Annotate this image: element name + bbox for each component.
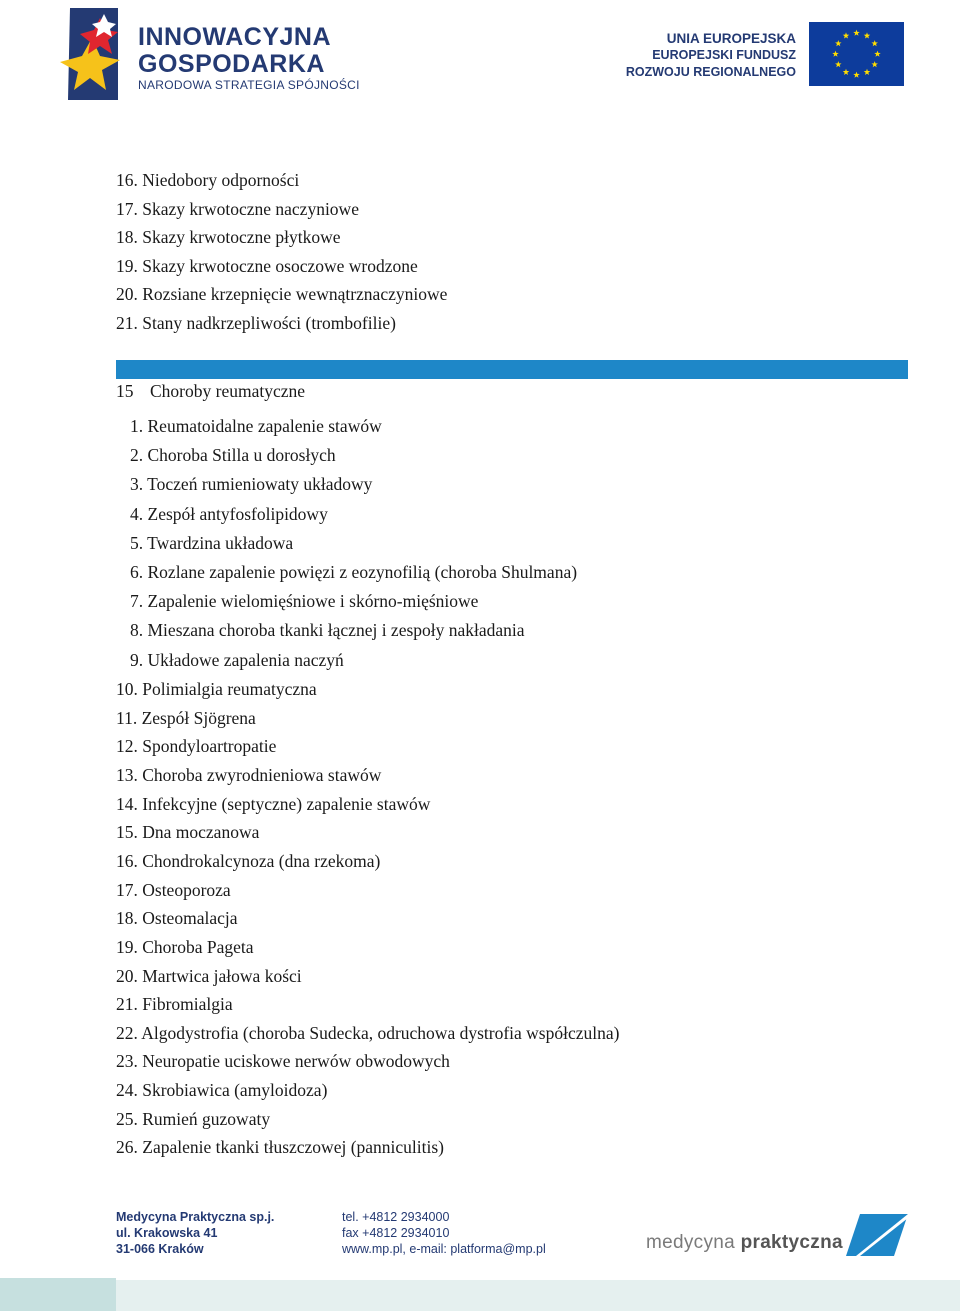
footer-deco-left bbox=[0, 1278, 116, 1311]
list-c-item: 16. Chondrokalcynoza (dna rzekoma) bbox=[116, 850, 381, 871]
list-b-item: 6. Rozlane zapalenie powięzi z eozynofilią (choroba Shulmana) bbox=[130, 562, 578, 582]
list-c-item: 17. Osteoporoza bbox=[116, 879, 231, 900]
brand-light: medycyna bbox=[646, 1232, 735, 1253]
list-b-item: 3. Toczeń rumieniowaty układowy bbox=[130, 474, 373, 495]
eu-line3: ROZWOJU REGIONALNEGO bbox=[625, 65, 796, 79]
ig-subtitle: NARODOWA STRATEGIA SPÓJNOŚCI bbox=[138, 78, 360, 92]
footer-tel: tel. +4812 2934000 bbox=[342, 1210, 450, 1224]
list-b-item: 2. Choroba Stilla u dorosłych bbox=[130, 445, 336, 466]
list-b-item: 4. Zespół antyfosfolipidowy bbox=[130, 503, 328, 524]
list-c-item: 15. Dna moczanowa bbox=[116, 822, 260, 843]
brand-bold: praktyczna bbox=[740, 1232, 843, 1253]
list-c-item: 19. Choroba Pageta bbox=[116, 936, 254, 957]
list-c-item: 26. Zapalenie tkanki tłuszczowej (panniculitis) bbox=[116, 1137, 445, 1158]
eu-line2: EUROPEJSKI FUNDUSZ bbox=[652, 48, 796, 62]
list-a-item: 20. Rozsiane krzepnięcie wewnątrznaczyniowe bbox=[116, 284, 448, 305]
list-a-item: 18. Skazy krwotoczne płytkowe bbox=[116, 227, 341, 248]
footer-company: Medycyna Praktyczna sp.j. bbox=[116, 1210, 275, 1224]
footer-deco-bottom bbox=[116, 1280, 960, 1311]
list-c-item: 18. Osteomalacja bbox=[116, 908, 238, 929]
list-a-item: 17. Skazy krwotoczne naczyniowe bbox=[116, 198, 359, 219]
list-c-item: 23. Neuropatie uciskowe nerwów obwodowych bbox=[116, 1051, 450, 1072]
section-number: 15 bbox=[116, 381, 134, 401]
list-a-item: 16. Niedobory odporności bbox=[116, 170, 300, 190]
footer-contact bbox=[342, 1209, 546, 1257]
footer-street: ul. Krakowska 41 bbox=[116, 1226, 218, 1240]
list-c-item: 25. Rumień guzowaty bbox=[116, 1108, 271, 1129]
list-a-item: 19. Skazy krwotoczne osoczowe wrodzone bbox=[116, 255, 418, 276]
list-c-item: 13. Choroba zwyrodnieniowa stawów bbox=[116, 764, 382, 785]
eu-label bbox=[626, 30, 796, 81]
ig-title-line1: INNOWACYJNA bbox=[138, 23, 332, 51]
list-c-item: 21. Fibromialgia bbox=[116, 994, 233, 1015]
eu-flag-icon bbox=[809, 22, 904, 86]
list-c-item: 22. Algodystrofia (choroba Sudecka, odruchowa dystrofia współczulna) bbox=[116, 1022, 620, 1043]
list-a-item: 21. Stany nadkrzepliwości (trombofilie) bbox=[116, 313, 396, 333]
footer-address bbox=[116, 1209, 274, 1257]
list-b-item: 5. Twardzina układowa bbox=[130, 532, 294, 553]
list-c-item: 20. Martwica jałowa kości bbox=[116, 965, 302, 986]
section-title: Choroby reumatyczne bbox=[150, 381, 306, 401]
list-c-item: 10. Polimialgia reumatyczna bbox=[116, 679, 317, 699]
eu-line1: UNIA EUROPEJSKA bbox=[666, 31, 796, 46]
ig-title-line2: GOSPODARKA bbox=[138, 50, 325, 78]
list-b-item: 8. Mieszana choroba tkanki łącznej i zespoły nakładania bbox=[130, 620, 525, 641]
list-c-item: 14. Infekcyjne (septyczne) zapalenie stawów bbox=[116, 793, 431, 814]
list-b-item: 9. Układowe zapalenia naczyń bbox=[130, 649, 344, 670]
list-b-item: 1. Reumatoidalne zapalenie stawów bbox=[130, 416, 382, 436]
list-c-item: 12. Spondyloartropatie bbox=[116, 736, 277, 757]
footer-web[interactable]: www.mp.pl, e-mail: platforma@mp.pl bbox=[342, 1242, 546, 1256]
list-b-item: 7. Zapalenie wielomięśniowe i skórno-mięśniowe bbox=[130, 591, 479, 612]
section-heading bbox=[116, 381, 305, 402]
brand-wordmark bbox=[646, 1232, 843, 1254]
section-bar bbox=[116, 360, 908, 379]
footer-fax: fax +4812 2934010 bbox=[342, 1226, 450, 1240]
list-c-item: 24. Skrobiawica (amyloidoza) bbox=[116, 1080, 328, 1101]
list-c-item: 11. Zespół Sjögrena bbox=[116, 707, 256, 728]
footer-city: 31-066 Kraków bbox=[116, 1242, 204, 1256]
mp-logo-icon bbox=[846, 1214, 908, 1256]
